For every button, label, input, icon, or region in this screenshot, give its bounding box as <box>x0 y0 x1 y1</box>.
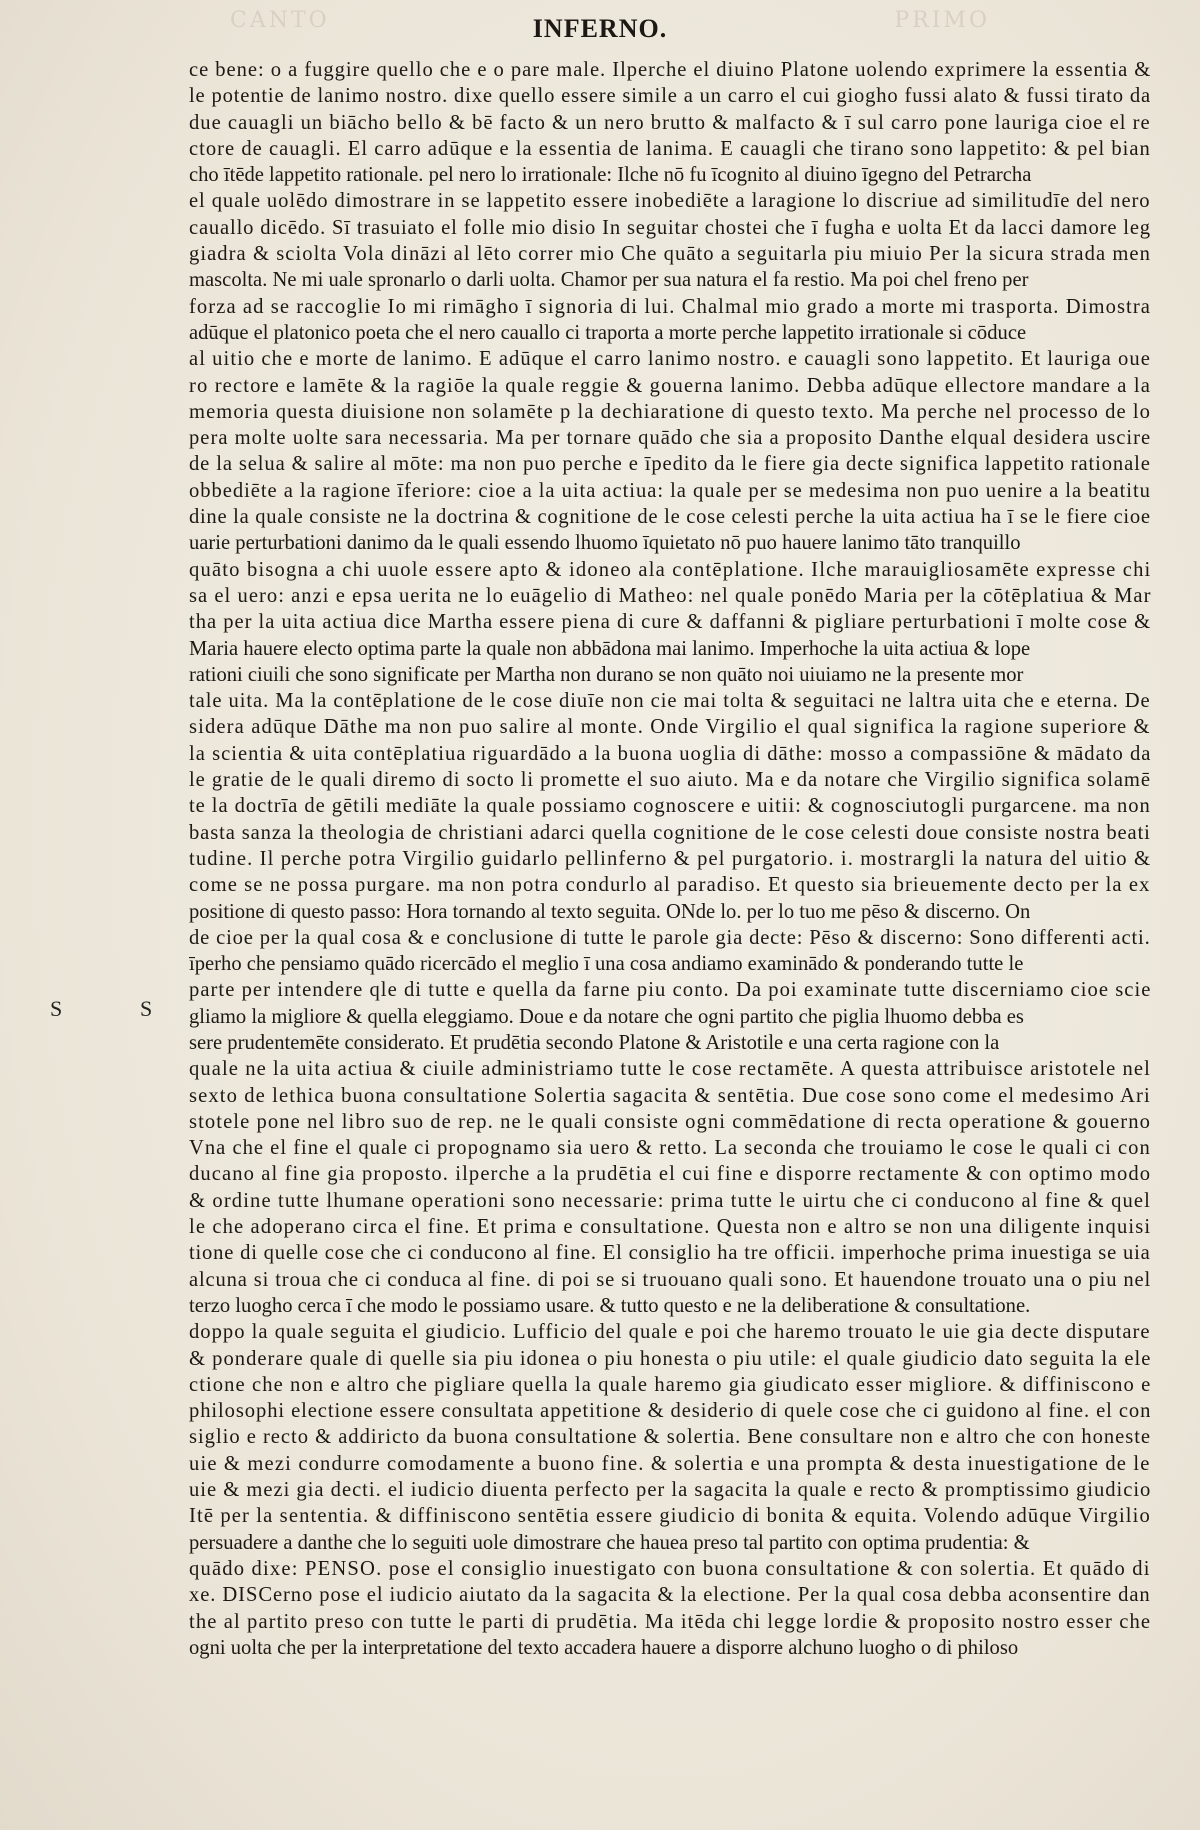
text-line: Itē per la sententia. & diffiniscono sentētia essere giudicio di bonita & equita. Volendo adūque Virgilio <box>189 1505 1151 1528</box>
text-line: quāto bisogna a chi uuole essere apto & idoneo ala contēplatione. Ilche marauigliosamēte expresse chi <box>189 558 1151 581</box>
text-line: le che adoperano circa el fine. Et prima e consultatione. Questa non e altro se non una diligente inquisi <box>189 1216 1151 1239</box>
text-line: ctione che non e altro che pigliare quella la quale haremo gia giudicato esser migliore. & diffiniscono e <box>189 1373 1151 1396</box>
text-line: ce bene: o a fuggire quello che e o pare male. Ilperche el diuino Platone uolendo exprimere la essentia & <box>189 59 1151 81</box>
text-line: philosophi electione essere consultata appetitione & desiderio di quele cose che ci guidono al fine. el con <box>189 1400 1151 1423</box>
text-line: sere prudentemēte considerato. Et prudētia secondo Platone & Aristotile e una certa ragione con la <box>189 1031 1000 1054</box>
text-line: doppo la quale seguita el giudicio. Lufficio del quale e poi che haremo trouato le uie gia decte disputare <box>189 1321 1151 1344</box>
text-line: memoria questa diuisione non solamēte p la dechiaratione di questo texto. Ma perche nel processo de lo <box>189 400 1151 423</box>
text-line: & ordine tutte lhumane operationi sono necessarie: prima tutte le uirtu che ci conducono al fine & quel <box>189 1189 1151 1212</box>
text-line: parte per intendere qle di tutte e quella da farne piu conto. Da poi examinate tutte discerniamo cioe scie <box>189 979 1151 1002</box>
text-line: īperho che pensiamo quādo ricercādo el meglio ī una cosa andiamo examinādo & ponderando tutte le <box>189 953 1024 976</box>
margin-mark-left: S <box>50 996 63 1021</box>
text-line: terzo luogho cerca ī che modo le possiamo usare. & tutto questo e ne la deliberatione & consultatione. <box>189 1294 1031 1317</box>
show-through-left: PRIMO <box>894 8 990 33</box>
text-line: te la doctrīa de gētili mediāte la quale possiamo cognoscere e uitii: & cognosciutogli purgarcene. ma non <box>189 795 1151 818</box>
text-line: persuadere a danthe che lo seguiti uole dimostrare che hauea preso tal partito con optima prudentia: & <box>189 1531 1030 1554</box>
text-line: come se ne possa purgare. ma non potra condurlo al paradiso. Et questo sia brieuemente decto per la ex <box>189 874 1151 897</box>
text-line: due cauagli un biācho bello & bē facto & un nero brutto & malfacto & ī sul carro pone lauriga cioe el re <box>189 111 1151 134</box>
running-header: INFERNO. <box>532 14 668 43</box>
text-line: le potentie de lanimo nostro. dixe quello essere simile a un carro el cui giogho fussi alato & fussi tirato da <box>189 85 1151 108</box>
text-line: el quale uolēdo dimostrare in se lappetito essere inobediēte a laragione lo discriue ad similitudīe del nero <box>189 190 1151 213</box>
text-line: mascolta. Ne mi uale spronarlo o darli uolta. Chamor per sua natura el fa restio. Ma poi chel freno per <box>189 269 1029 292</box>
text-line: al uitio che e morte de lanimo. E adūque el carro lanimo nostro. e cauagli sono lappetito. Et lauriga oue <box>189 348 1151 371</box>
text-line: alcuna si troua che ci conduca al fine. di poi se si truouano quali sono. Et hauendone trouato una o piu nel <box>189 1268 1151 1291</box>
text-line: ctore de cauagli. El carro adūque e la essentia de lanima. E cauagli che tirano sono lappetito: & pel bian <box>189 137 1151 160</box>
text-line: forza ad se raccoglie Io mi rimāgho ī signoria di lui. Chalmal mio grado a morte mi trasporta. Dimostra <box>189 295 1151 318</box>
text-line: uie & mezi condurre comodamente a buono fine. & solertia e una prompta & desta inuestigatione de le <box>189 1452 1151 1475</box>
text-line: the al partito preso con tutte le parti di prudētia. Ma itēda chi legge lordie & proposito nostro esser che <box>189 1610 1151 1633</box>
text-line: giadra & sciolta Vola dināzi al lēto correr mio Che quāto a seguitarla piu miuio Per la sicura strada men <box>189 243 1151 266</box>
text-line: le gratie de le quali diremo di socto li promette el suo aiuto. Ma e da notare che Virgilio significa solamē <box>189 769 1151 792</box>
text-line: la scientia & uita contēplatiua riguardādo a la buona uoglia di dāthe: mosso a compassiōne & mādato da <box>189 742 1151 765</box>
text-line: tione di quelle cose che ci conducono al fine. El consiglio ha tre officii. imperhoche prima inuestiga se uia <box>189 1242 1151 1265</box>
show-through-right: CANTO <box>230 8 330 33</box>
text-line: cho ītēde lappetito rationale. pel nero lo irrationale: Ilche nō fu īcognito al diuino īgegno del Petrarcha <box>189 164 1032 187</box>
text-line: quale ne la uita actiua & ciuile administriamo tutte le cose rectamēte. A questa attribuisce aristotele nel <box>189 1058 1151 1081</box>
margin-mark-right: S <box>140 996 153 1021</box>
text-line: adūque el platonico poeta che el nero cauallo ci traporta a morte perche lappetito irrationale si cōduce <box>189 321 1027 344</box>
text-line: Vna che el fine el quale ci propognamo sia uero & retto. La seconda che trouiamo le cose le quali ci con <box>189 1137 1151 1160</box>
text-line: ogni uolta che per la interpretatione del texto accadera hauere a disporre alchuno luogho o di philoso <box>189 1636 1019 1659</box>
commentary-text-block <box>189 57 1151 1661</box>
text-line: quādo dixe: PENSO. pose el consiglio inuestigato con buona consultatione & con solertia. Et quādo di <box>189 1557 1151 1580</box>
text-line: pera molte uolte sara necessaria. Ma per tornare quādo che sia a proposito Danthe elqual desidera uscire <box>189 427 1151 450</box>
text-line: sidera adūque Dāthe ma non puo salire al monte. Onde Virgilio el qual significa la ragione superiore & <box>189 716 1151 739</box>
text-line: rationi ciuili che sono significate per Martha non durano se non quāto noi uiuiamo ne la presente mor <box>189 663 1024 686</box>
text-line: tudine. Il perche potra Virgilio guidarlo pellinferno & pel purgatorio. i. mostrargli la natura del uitio & <box>189 847 1151 870</box>
text-line: sexto de lethica buona consultatione Solertia sagacita & sentētia. Due cose sono come el medesimo Ari <box>189 1084 1151 1107</box>
text-line: de la selua & salire al mōte: ma non puo perche e īpedito da le fiere gia decte significa lappetito rationale <box>189 453 1151 476</box>
text-line: tale uita. Ma la contēplatione de le cose diuīe non cie mai tolta & seguitaci ne laltra uita che e eterna. De <box>189 690 1151 713</box>
text-line: & ponderare quale di quelle sia piu idonea o piu honesta o piu utile: el quale giudicio dato seguita la ele <box>189 1347 1151 1370</box>
text-line: obbediēte a la ragione īferiore: cioe a la uita actiua: la quale per se medesima non puo uenire a la beatitu <box>189 479 1151 502</box>
text-line: dine la quale consiste ne la doctrina & cognitione de le cose celesti perche la uita actiua ha ī se le fiere cioe <box>189 506 1151 529</box>
text-line: ducano al fine gia proposto. ilperche a la prudētia el cui fine e disporre rectamente & con optimo modo <box>189 1163 1151 1186</box>
text-line: stotele pone nel libro suo de rep. ne le quali consiste ogni commēdatione di recta operatione & gouerno <box>189 1110 1151 1133</box>
text-line: ro rectore e lamēte & la ragiōe la quale reggie & gouerna lanimo. Debba adūque ellectore mandare a la <box>189 374 1151 397</box>
text-line: cauallo dicēdo. Sī trasuiato el folle mio disio In seguitar chostei che ī fugha e uolta Et da lacci damore leg <box>189 216 1151 239</box>
text-line: uie & mezi gia decti. el iudicio diuenta perfecto per la sagacita la quale e recto & promptissimo giudicio <box>189 1479 1151 1502</box>
text-line: sa el uero: anzi e epsa uerita ne lo euāgelio di Matheo: nel quale ponēdo Maria per la cōtēplatiua & Mar <box>189 584 1151 607</box>
text-line: basta sanza la theologia de christiani adarci quella cognitione de le cose celesti doue consiste nostra beati <box>189 821 1151 844</box>
text-line: de cioe per la qual cosa & e conclusione di tutte le parole gia decte: Pēso & discerno: Sono differenti acti. <box>189 926 1151 949</box>
text-line: positione di questo passo: Hora tornando al texto seguita. ONde lo. per lo tuo me pēso & discerno. On <box>189 900 1031 923</box>
text-line: Maria hauere electo optima parte la quale non abbādona mai lanimo. Imperhoche la uita actiua & lope <box>189 637 1031 660</box>
text-line: tha per la uita actiua dice Martha essere piena di cure & daffanni & pigliare perturbationi ī molte cose & <box>189 611 1151 634</box>
text-line: uarie perturbationi danimo da le quali essendo lhuomo īquietato nō puo hauere lanimo tāto tranquillo <box>189 532 1021 555</box>
text-line: gliamo la migliore & quella eleggiamo. Doue e da notare che ogni partito che piglia lhuomo debba es <box>189 1005 1024 1028</box>
text-line: siglio e recto & addiricto da buona consultatione & solertia. Bene consultare non e altro che con honeste <box>189 1426 1151 1449</box>
text-line: xe. DISCerno pose el iudicio aiutato da la sagacita & la electione. Per la qual cosa debba aconsentire dan <box>189 1584 1151 1607</box>
